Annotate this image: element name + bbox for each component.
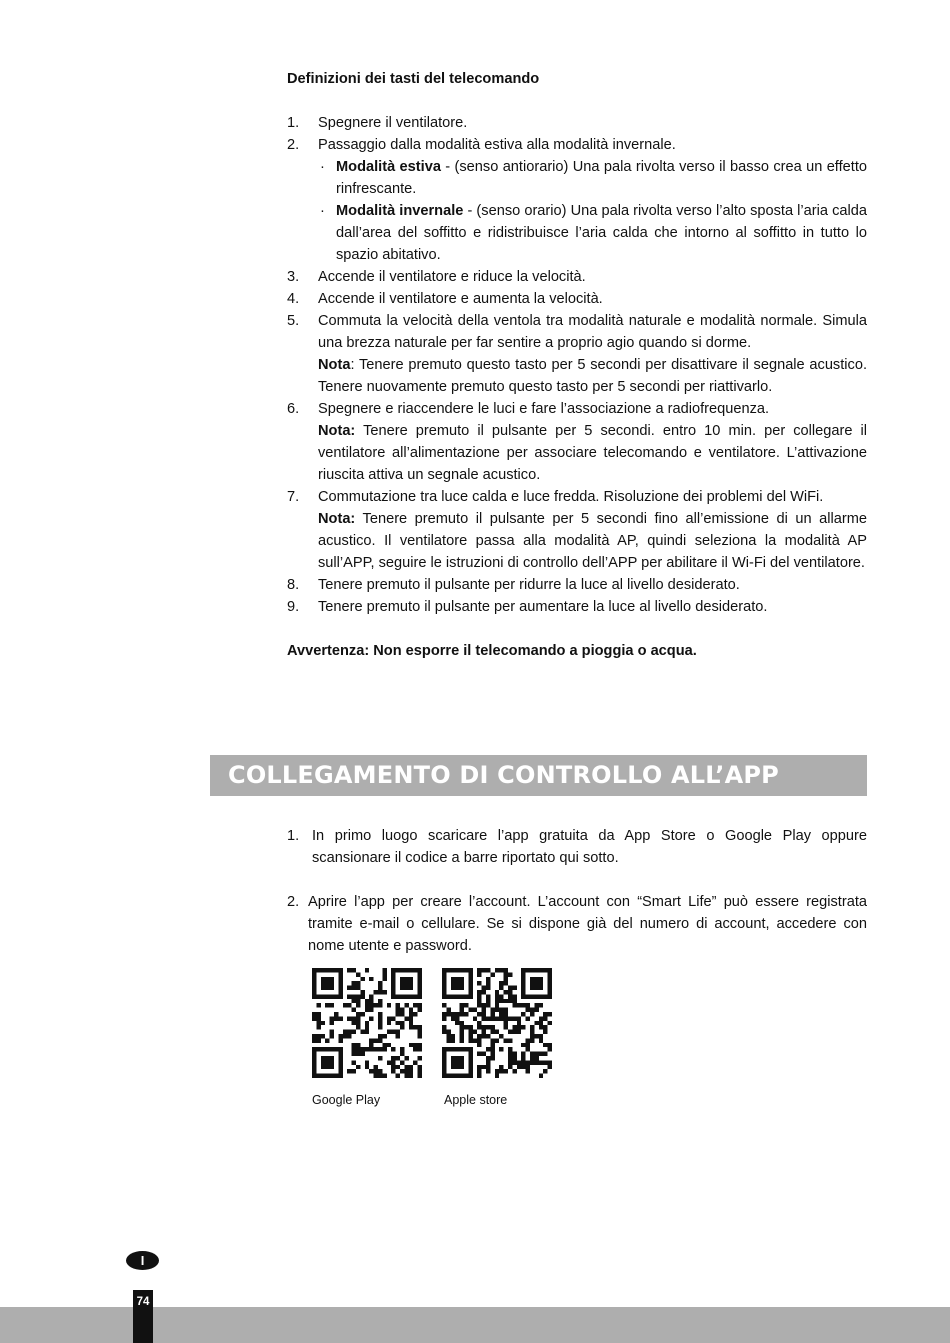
list-item bbox=[287, 596, 867, 618]
list-item bbox=[287, 266, 867, 288]
mode-label: Modalità estiva bbox=[336, 159, 441, 175]
step-number: 1. bbox=[287, 828, 300, 844]
mode-sublist bbox=[318, 156, 867, 266]
item-text: Accende il ventilatore e riduce la velocità. bbox=[318, 269, 586, 285]
step-text: In primo luogo scaricare l’app gratuita da App Store o Google Play oppure scansionare il codice a barre riportato qui sotto. bbox=[312, 828, 867, 866]
item-number: 7. bbox=[287, 489, 300, 505]
page-number: 74 bbox=[133, 1290, 153, 1343]
warning-text: Avvertenza: Non esporre il telecomando a pioggia o acqua. bbox=[287, 643, 697, 659]
apple-store-qr-code bbox=[442, 968, 552, 1078]
item-text: Tenere premuto il pulsante per ridurre la luce al livello desiderato. bbox=[318, 577, 740, 593]
item-number: 4. bbox=[287, 291, 300, 307]
mode-description: - (senso orario) Una pala rivolta verso l’alto sposta l’aria calda dall’area del soffitto e ridistribuisce l’aria calda che intorno al soffitto in tutto lo spazio abitativo. bbox=[336, 203, 867, 263]
note-text: Tenere premuto il pulsante per 5 secondi fino all’emissione di un allarme acustico. Il ventilatore passa alla modalità AP, quindi seleziona la modalità AP sull’APP, seguire le istruzioni di controllo dell’APP per abilitare il Wi-Fi del ventilatore. bbox=[318, 511, 867, 571]
app-step bbox=[287, 891, 867, 957]
google-play-qr-code bbox=[312, 968, 422, 1078]
language-badge: I bbox=[126, 1251, 159, 1270]
item-number: 3. bbox=[287, 269, 300, 285]
item-text: Spegnere il ventilatore. bbox=[318, 115, 468, 131]
item-text: Tenere premuto il pulsante per aumentare la luce al livello desiderato. bbox=[318, 599, 768, 615]
note-text: : Tenere premuto questo tasto per 5 secondi per disattivare il segnale acustico. Tenere nuovamente premuto questo tasto per 5 secondi per riattivarlo. bbox=[318, 357, 867, 395]
step-text: Aprire l’app per creare l’account. L’account con “Smart Life” può essere registrata tramite e-mail o cellulare. Se si dispone già del numero di account, accedere con nome utente e password. bbox=[308, 894, 867, 954]
item-number: 2. bbox=[287, 137, 300, 153]
list-item bbox=[287, 134, 867, 266]
note-label: Nota: bbox=[318, 423, 356, 439]
step-number: 2. bbox=[287, 894, 300, 910]
list-item bbox=[287, 398, 867, 486]
apple-store-label: Apple store bbox=[444, 1093, 508, 1107]
note-label: Nota bbox=[318, 357, 351, 373]
qr-code-icon bbox=[442, 968, 552, 1078]
item-number: 9. bbox=[287, 599, 300, 615]
note-label: Nota: bbox=[318, 511, 356, 527]
bullet: · bbox=[320, 203, 325, 219]
item-number: 5. bbox=[287, 313, 300, 329]
remote-buttons-section bbox=[287, 68, 867, 662]
item-number: 8. bbox=[287, 577, 300, 593]
app-section-banner: COLLEGAMENTO DI CONTROLLO ALL’APP bbox=[210, 755, 867, 796]
list-item bbox=[287, 288, 867, 310]
item-text: Commutazione tra luce calda e luce fredda. Risoluzione dei problemi del WiFi. bbox=[318, 489, 824, 505]
list-item bbox=[287, 486, 867, 574]
item-text: Passaggio dalla modalità estiva alla modalità invernale. bbox=[318, 137, 676, 153]
list-item bbox=[287, 574, 867, 596]
app-step bbox=[287, 825, 867, 869]
sublist-item bbox=[318, 200, 867, 266]
item-text: Spegnere e riaccendere le luci e fare l’associazione a radiofrequenza. bbox=[318, 401, 770, 417]
list-item bbox=[287, 112, 867, 134]
button-definitions-list bbox=[287, 112, 867, 618]
mode-description: - (senso antiorario) Una pala rivolta verso il basso crea un effetto rinfrescante. bbox=[336, 159, 867, 197]
bullet: · bbox=[320, 159, 325, 175]
qr-code-icon bbox=[312, 968, 422, 1078]
google-play-label: Google Play bbox=[312, 1093, 381, 1107]
sublist-item bbox=[318, 156, 867, 200]
item-number: 6. bbox=[287, 401, 300, 417]
section-heading: Definizioni dei tasti del telecomando bbox=[287, 71, 540, 87]
item-text: Commuta la velocità della ventola tra modalità naturale e modalità normale. Simula una brezza naturale per far sentire a proprio agio quando si dorme. bbox=[318, 313, 867, 351]
item-text: Accende il ventilatore e aumenta la velocità. bbox=[318, 291, 603, 307]
app-instructions bbox=[287, 825, 867, 957]
list-item bbox=[287, 310, 867, 398]
mode-label: Modalità invernale bbox=[336, 203, 464, 219]
note-text: Tenere premuto il pulsante per 5 secondi. entro 10 min. per collegare il ventilatore all’alimentazione per associare telecomando e ventilatore. L’attivazione riuscita attiva un segnale acustico. bbox=[318, 423, 867, 483]
item-number: 1. bbox=[287, 115, 300, 131]
